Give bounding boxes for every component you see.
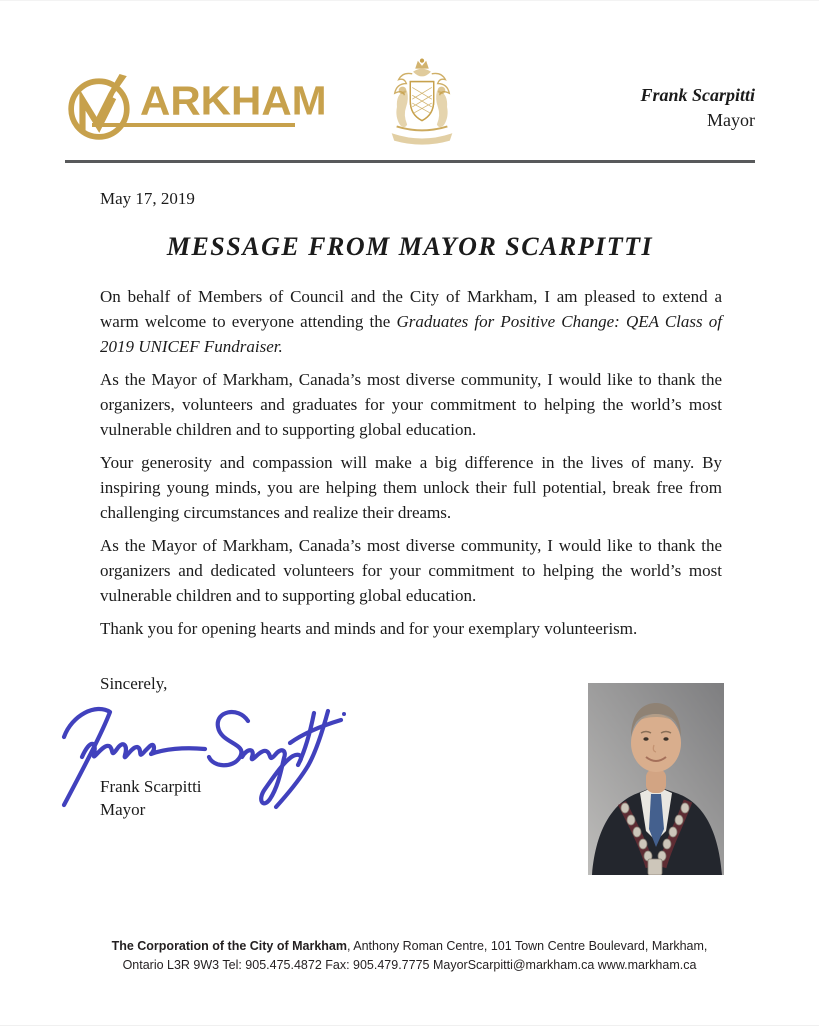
paragraph-1-event-name: Graduates for Positive Change: QEA Class of 2019 UNICEF Fundraiser.: [100, 312, 722, 356]
footer: [0, 937, 819, 976]
paragraph-4: As the Mayor of Markham, Canada’s most diverse community, I would like to thank the organizers and dedicated volunteers for your commitment to helping the world’s most vulnerable children and to supporting global education.: [100, 536, 722, 605]
signer-name: Frank Scarpitti: [100, 777, 202, 796]
letter-date: May 17, 2019: [100, 189, 195, 208]
footer-address: [95, 937, 725, 976]
markham-logo: [63, 73, 327, 141]
letter-body: [100, 284, 722, 704]
header-rule: [65, 160, 755, 163]
coat-of-arms-icon: [383, 57, 461, 153]
markham-m-circle-icon: [63, 73, 137, 141]
sender-title: Mayor: [707, 110, 755, 130]
paragraph-1: [100, 284, 722, 359]
mayor-portrait-photo: [588, 683, 724, 875]
footer-contact-info: , Anthony Roman Centre, 101 Town Centre Boulevard, Markham, Ontario L3R 9W3 Tel: 905.475.4872 Fax: 905.479.7775 MayorScarpitti@markham.ca www.markham.ca: [122, 939, 708, 973]
paragraph-1-text: On behalf of Members of Council and the City of Markham, I am pleased to extend a warm welcome to everyone attending the: [100, 287, 722, 331]
paragraph-5: Thank you for opening hearts and minds and for your exemplary volunteerism.: [100, 619, 638, 638]
paragraph-2: As the Mayor of Markham, Canada’s most diverse community, I would like to thank the organizers, volunteers and graduates for your commitment to helping the world’s most vulnerable children and to supporting global education.: [100, 370, 722, 439]
signer-title: Mayor: [100, 800, 146, 819]
footer-org-name: The Corporation of the City of Markham: [111, 939, 348, 953]
logo-wordmark: ARKHAM: [140, 78, 327, 124]
frank-scarpitti-signature-icon: [52, 699, 352, 817]
letter-heading: MESSAGE FROM MAYOR SCARPITTI: [166, 232, 654, 261]
sender-block: [640, 83, 755, 133]
paragraph-3: Your generosity and compassion will make a big difference in the lives of many. By inspiring young minds, you are helping them unlock their full potential, break free from challenging circumstances and realize their dreams.: [100, 453, 722, 522]
closing-salutation: Sincerely,: [100, 674, 168, 693]
logo-underline: [92, 123, 295, 127]
signer-block: [100, 775, 202, 821]
sender-name: Frank Scarpitti: [640, 85, 755, 105]
